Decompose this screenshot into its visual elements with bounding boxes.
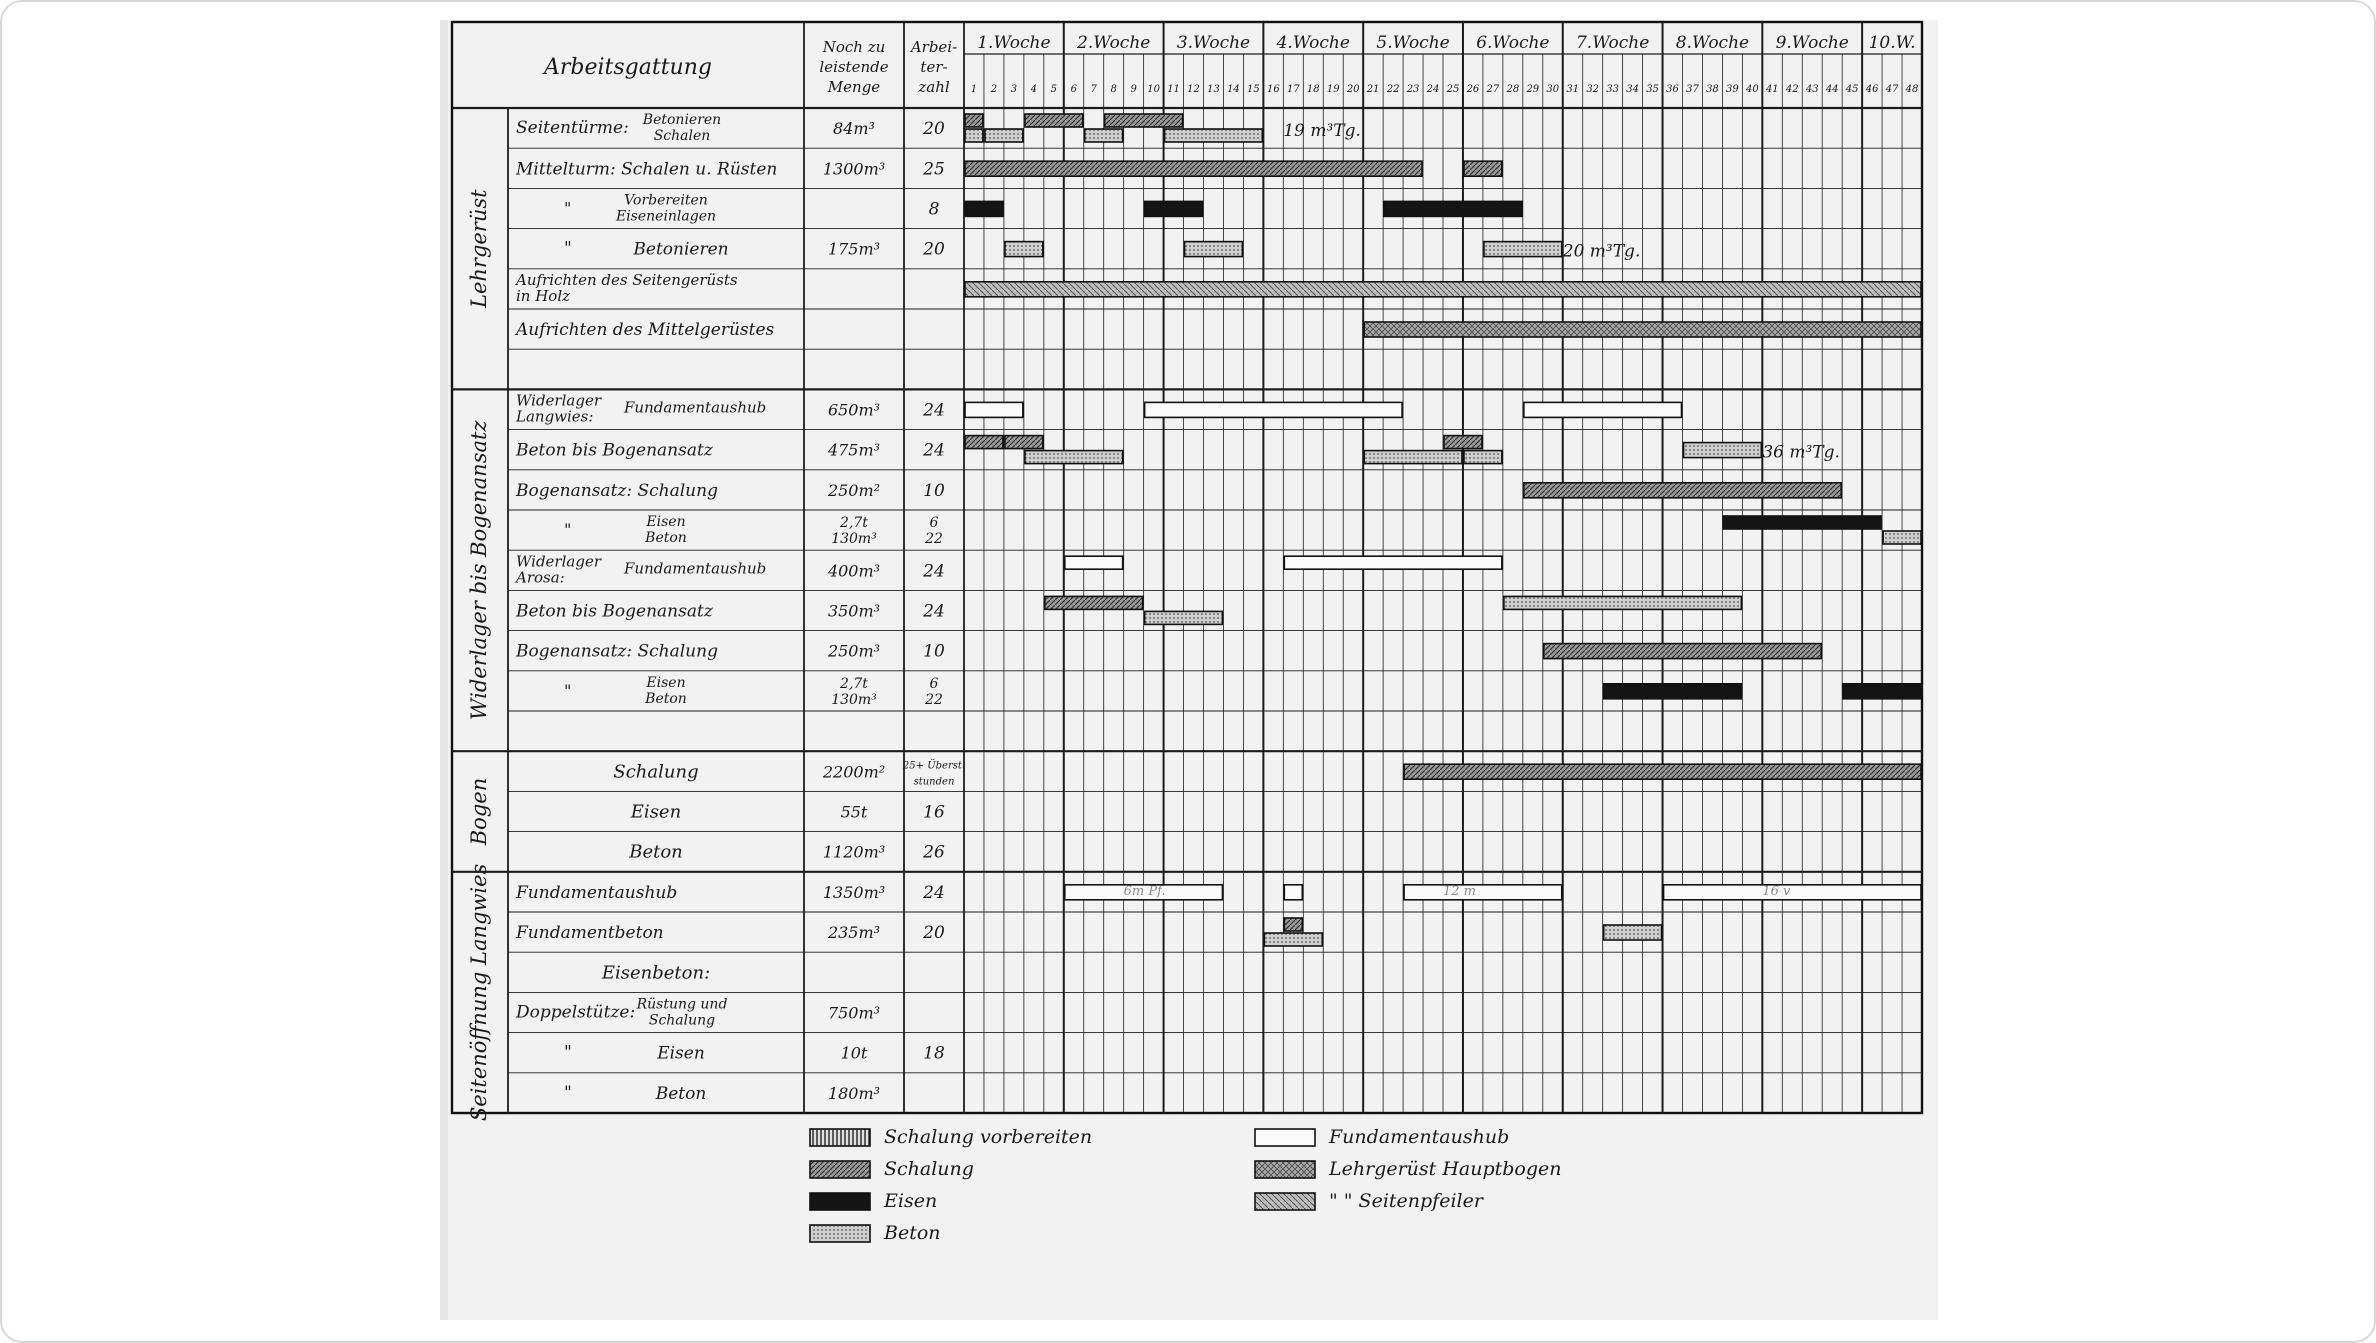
group-label: Widerlager bis Bogenansatz — [467, 420, 491, 721]
legend-label: Eisen — [884, 1190, 938, 1212]
day-number: 11 — [1167, 84, 1180, 95]
schedule-bar-beton — [1085, 129, 1123, 142]
schedule-bar-beton — [1264, 933, 1322, 946]
header-workers: Arbei- — [910, 38, 958, 56]
row-workers: 24 — [923, 561, 945, 582]
row-workers: 16 — [923, 802, 945, 823]
day-number: 29 — [1526, 84, 1540, 95]
day-number: 41 — [1765, 84, 1779, 95]
row-quantity: 250m³ — [827, 641, 881, 661]
day-number: 19 — [1326, 84, 1340, 95]
schedule-bar-beton — [1165, 129, 1263, 142]
schedule-bar-aushub — [965, 402, 1023, 417]
day-number: 17 — [1286, 84, 1300, 95]
schedule-bar-lehr_haupt — [1364, 322, 1921, 337]
row-label: " — [564, 1042, 572, 1063]
day-number: 42 — [1785, 84, 1799, 95]
week-label: 6.Woche — [1476, 33, 1550, 53]
day-number: 32 — [1586, 84, 1600, 95]
row-label: Beton — [629, 841, 683, 863]
row-workers: 24 — [923, 400, 945, 421]
schedule-bar-beton — [1484, 242, 1562, 257]
rate-annotation: 36 m³Tg. — [1762, 442, 1840, 463]
row-workers: 20 — [923, 923, 945, 944]
row-label-sub: Fundamentaushub — [624, 559, 767, 578]
day-number: 8 — [1110, 84, 1117, 95]
day-number: 36 — [1666, 84, 1679, 95]
row-workers: 22 — [925, 691, 943, 708]
rate-annotation: 19 m³Tg. — [1283, 121, 1361, 142]
week-label: 3.Woche — [1176, 33, 1251, 53]
schedule-bar-schalung — [1464, 161, 1502, 176]
day-number: 13 — [1207, 84, 1220, 95]
schedule-bar-beton — [1604, 925, 1662, 940]
week-label: 5.Woche — [1376, 33, 1450, 53]
faint-note: 16 v — [1762, 883, 1791, 899]
week-label: 1.Woche — [977, 33, 1051, 53]
day-number: 38 — [1706, 84, 1719, 95]
row-label: Widerlager — [516, 391, 601, 410]
schedule-bar-aushub — [1404, 885, 1562, 900]
row-workers: 24 — [923, 601, 945, 622]
row-label: " — [564, 520, 572, 540]
schedule-bar-schalung — [1404, 764, 1921, 779]
schedule-bar-schalung — [1444, 436, 1482, 449]
row-quantity: 2,7t — [840, 515, 868, 532]
schedule-bar-beton — [1684, 443, 1762, 458]
faint-note: 12 m — [1443, 883, 1477, 899]
row-label-sub: Eisen — [646, 674, 686, 691]
day-number: 16 — [1266, 84, 1280, 95]
day-number: 37 — [1686, 84, 1699, 95]
schedule-bar-schalung — [965, 436, 1003, 449]
schedule-bar-eisen — [965, 201, 1003, 216]
row-workers: 6 — [929, 515, 939, 532]
row-quantity: 250m² — [827, 480, 881, 500]
row-quantity: 475m³ — [827, 440, 881, 460]
row-label-sub: Schalen — [653, 128, 711, 145]
row-label-sub: Schalung — [648, 1012, 716, 1029]
schedule-bar-schalung — [1025, 114, 1083, 127]
day-number: 39 — [1726, 84, 1739, 95]
group-label: Bogen — [467, 777, 491, 846]
schedule-bar-beton — [1464, 451, 1502, 464]
schedule-bar-aushub — [1145, 402, 1402, 417]
day-number: 24 — [1426, 84, 1440, 95]
schedule-bar-schalung — [1105, 114, 1183, 127]
row-label: Schalung — [613, 761, 699, 783]
row-label: Aufrichten des Seitengerüsts — [516, 270, 738, 289]
schedule-bar-schalung — [965, 114, 983, 127]
row-label-sub: Rüstung und — [636, 996, 728, 1013]
row-quantity: 1350m³ — [822, 882, 886, 902]
row-label: Beton bis Bogenansatz — [516, 440, 713, 461]
row-workers: 8 — [928, 199, 940, 220]
row-workers: 25 — [923, 159, 945, 180]
schedule-bar-schalung — [1045, 596, 1143, 609]
row-label: Bogenansatz: Schalung — [516, 641, 718, 662]
day-number: 40 — [1745, 84, 1759, 95]
row-quantity: 235m³ — [827, 923, 881, 943]
day-number: 26 — [1466, 84, 1480, 95]
row-quantity: 2200m² — [822, 762, 886, 782]
legend-swatch-schalung — [810, 1161, 870, 1178]
row-label: Widerlager — [516, 552, 601, 571]
day-number: 4 — [1030, 84, 1038, 95]
day-number: 34 — [1626, 84, 1639, 95]
day-number: 28 — [1506, 84, 1520, 95]
day-number: 35 — [1646, 84, 1659, 95]
row-quantity: 175m³ — [827, 239, 881, 259]
legend-label: Beton — [884, 1222, 941, 1244]
row-quantity: 10t — [840, 1043, 868, 1063]
row-quantity: 2,7t — [840, 675, 868, 692]
day-number: 27 — [1486, 84, 1500, 95]
header-workers: zahl — [918, 78, 950, 96]
day-number: 30 — [1546, 84, 1560, 95]
row-quantity: 130m³ — [831, 531, 877, 548]
header-work-type: Arbeitsgattung — [544, 55, 712, 80]
legend-swatch-aushub — [1255, 1129, 1315, 1146]
week-label: 7.Woche — [1575, 33, 1650, 53]
schedule-bar-beton — [1145, 611, 1223, 624]
group-label: Lehrgerüst — [467, 189, 491, 308]
day-number: 5 — [1050, 84, 1057, 95]
row-workers: stunden — [913, 776, 955, 788]
row-workers: 22 — [925, 531, 943, 548]
legend-swatch-beton — [810, 1225, 870, 1242]
row-label: Doppelstütze: — [516, 1002, 636, 1023]
construction-schedule-diagram — [440, 20, 1938, 1320]
row-label: Mittelturm: Schalen u. Rüsten — [516, 159, 778, 180]
row-label-sub: Vorbereiten — [624, 192, 708, 209]
row-workers: 24 — [923, 882, 945, 903]
schedule-bar-eisen — [1604, 684, 1742, 699]
row-workers: 26 — [923, 842, 945, 863]
day-number: 48 — [1905, 84, 1919, 95]
row-label: Bogenansatz: Schalung — [516, 480, 718, 501]
day-number: 14 — [1227, 84, 1240, 95]
header-workers: ter- — [920, 58, 948, 76]
day-number: 15 — [1247, 84, 1260, 95]
row-label: " — [564, 238, 572, 259]
row-label: Fundamentbeton — [516, 923, 664, 944]
schedule-bar-beton — [1364, 451, 1462, 464]
row-label: Fundamentaushub — [516, 882, 678, 903]
row-label: Beton bis Bogenansatz — [516, 601, 713, 622]
day-number: 6 — [1070, 84, 1077, 95]
row-label: " — [564, 680, 572, 700]
week-label: 8.Woche — [1675, 33, 1750, 53]
row-workers: 18 — [923, 1043, 945, 1064]
day-number: 45 — [1845, 84, 1859, 95]
scanned-schedule — [440, 20, 1938, 1320]
row-quantity: 400m³ — [827, 561, 881, 581]
row-quantity: 650m³ — [827, 400, 881, 420]
row-label-sub: Beton — [645, 690, 687, 707]
day-number: 20 — [1346, 84, 1360, 95]
schedule-bar-beton — [965, 129, 983, 142]
row-label-sub: Eiseneinlagen — [615, 208, 717, 225]
row-workers: 10 — [923, 480, 945, 501]
legend-label: " " Seitenpfeiler — [1329, 1190, 1483, 1212]
rate-annotation: 20 m³Tg. — [1562, 241, 1641, 262]
day-number: 9 — [1130, 84, 1137, 95]
schedule-bar-eisen — [1384, 201, 1522, 216]
row-quantity: 180m³ — [827, 1083, 881, 1103]
schedule-bar-aushub — [1065, 556, 1123, 569]
day-number: 31 — [1566, 84, 1580, 95]
schedule-bar-beton — [985, 129, 1023, 142]
header-quantity: leistende — [819, 58, 889, 76]
day-number: 21 — [1366, 84, 1380, 95]
legend-label: Schalung — [884, 1158, 974, 1180]
day-number: 3 — [1010, 84, 1018, 95]
schedule-bar-schalung — [1544, 644, 1821, 659]
day-number: 7 — [1090, 84, 1097, 95]
legend-swatch-schalung_vorb — [810, 1129, 870, 1146]
header-quantity: Noch zu — [822, 38, 886, 56]
legend-swatch-lehr_haupt — [1255, 1161, 1315, 1178]
row-workers: 6 — [929, 675, 939, 692]
row-workers: 20 — [923, 239, 945, 260]
schedule-bar-beton — [1883, 531, 1921, 544]
day-number: 18 — [1306, 84, 1320, 95]
week-label: 10.W. — [1868, 33, 1916, 53]
day-number: 10 — [1147, 84, 1160, 95]
row-quantity: 350m³ — [827, 601, 881, 621]
row-label-sub: Eisen — [657, 1043, 705, 1064]
header-quantity: Menge — [827, 78, 881, 96]
day-number: 2 — [990, 84, 998, 95]
row-label: Langwies: — [516, 407, 594, 426]
schedule-bar-lehr_seiten — [965, 282, 1921, 297]
faint-note: 6m Pf. — [1123, 883, 1166, 899]
week-label: 2.Woche — [1077, 33, 1151, 53]
day-number: 46 — [1865, 84, 1879, 95]
legend-swatch-eisen — [810, 1193, 870, 1210]
day-number: 12 — [1187, 84, 1200, 95]
schedule-bar-schalung — [1005, 436, 1043, 449]
row-label: " — [564, 198, 572, 218]
day-number: 23 — [1406, 84, 1420, 95]
row-label-sub: Fundamentaushub — [624, 398, 767, 417]
day-number: 47 — [1885, 84, 1899, 95]
row-label-sub: Beton — [645, 530, 687, 547]
schedule-bar-beton — [1025, 451, 1123, 464]
schedule-bar-aushub — [1284, 556, 1502, 569]
row-label: Arosa: — [516, 568, 565, 587]
row-label-sub: Betonieren — [633, 239, 729, 260]
legend-label: Schalung vorbereiten — [884, 1126, 1093, 1148]
day-number: 1 — [970, 84, 978, 95]
legend-label: Fundamentaushub — [1329, 1126, 1510, 1148]
schedule-bar-beton — [1005, 242, 1043, 257]
row-quantity: 750m³ — [827, 1003, 881, 1023]
schedule-bar-beton — [1185, 242, 1243, 257]
week-label: 4.Woche — [1276, 33, 1350, 53]
day-number: 33 — [1606, 84, 1620, 95]
schedule-bar-aushub — [1524, 402, 1682, 417]
schedule-bar-aushub — [1664, 885, 1921, 900]
day-number: 25 — [1446, 84, 1460, 95]
row-quantity: 55t — [840, 802, 868, 822]
row-label: Eisen — [630, 801, 682, 823]
row-label-sub: Betonieren — [642, 112, 722, 129]
legend-swatch-lehr_seiten — [1255, 1193, 1315, 1210]
row-quantity: 1300m³ — [822, 159, 886, 179]
row-quantity: 84m³ — [833, 119, 875, 139]
day-number: 44 — [1825, 84, 1839, 95]
row-quantity: 130m³ — [831, 691, 877, 708]
group-label: Seitenöffnung Langwies — [467, 863, 491, 1122]
schedule-bar-eisen — [1723, 516, 1881, 529]
row-workers: 10 — [923, 641, 945, 662]
schedule-bar-beton — [1504, 596, 1742, 609]
row-quantity: 1120m³ — [822, 842, 886, 862]
row-label: Aufrichten des Mittelgerüstes — [516, 320, 775, 341]
row-workers: 25+ Überst. — [902, 760, 966, 772]
schedule-bar-aushub — [1284, 885, 1302, 900]
row-label: in Holz — [516, 286, 571, 305]
row-workers: 20 — [923, 119, 945, 140]
schedule-bar-schalung — [1524, 483, 1841, 498]
schedule-bar-schalung — [1284, 918, 1302, 931]
day-number: 43 — [1805, 84, 1819, 95]
row-label-sub: Eisen — [646, 514, 686, 531]
row-label: Eisenbeton: — [601, 962, 711, 984]
row-label-sub: Beton — [655, 1083, 707, 1104]
row-label: Seitentürme: — [516, 118, 629, 139]
schedule-bar-schalung — [965, 161, 1422, 176]
row-label: " — [564, 1082, 572, 1103]
schedule-bar-eisen — [1145, 201, 1203, 216]
schedule-bar-eisen — [1843, 684, 1921, 699]
day-number: 22 — [1386, 84, 1400, 95]
legend-label: Lehrgerüst Hauptbogen — [1329, 1158, 1562, 1180]
week-label: 9.Woche — [1775, 33, 1849, 53]
row-workers: 24 — [923, 440, 945, 461]
